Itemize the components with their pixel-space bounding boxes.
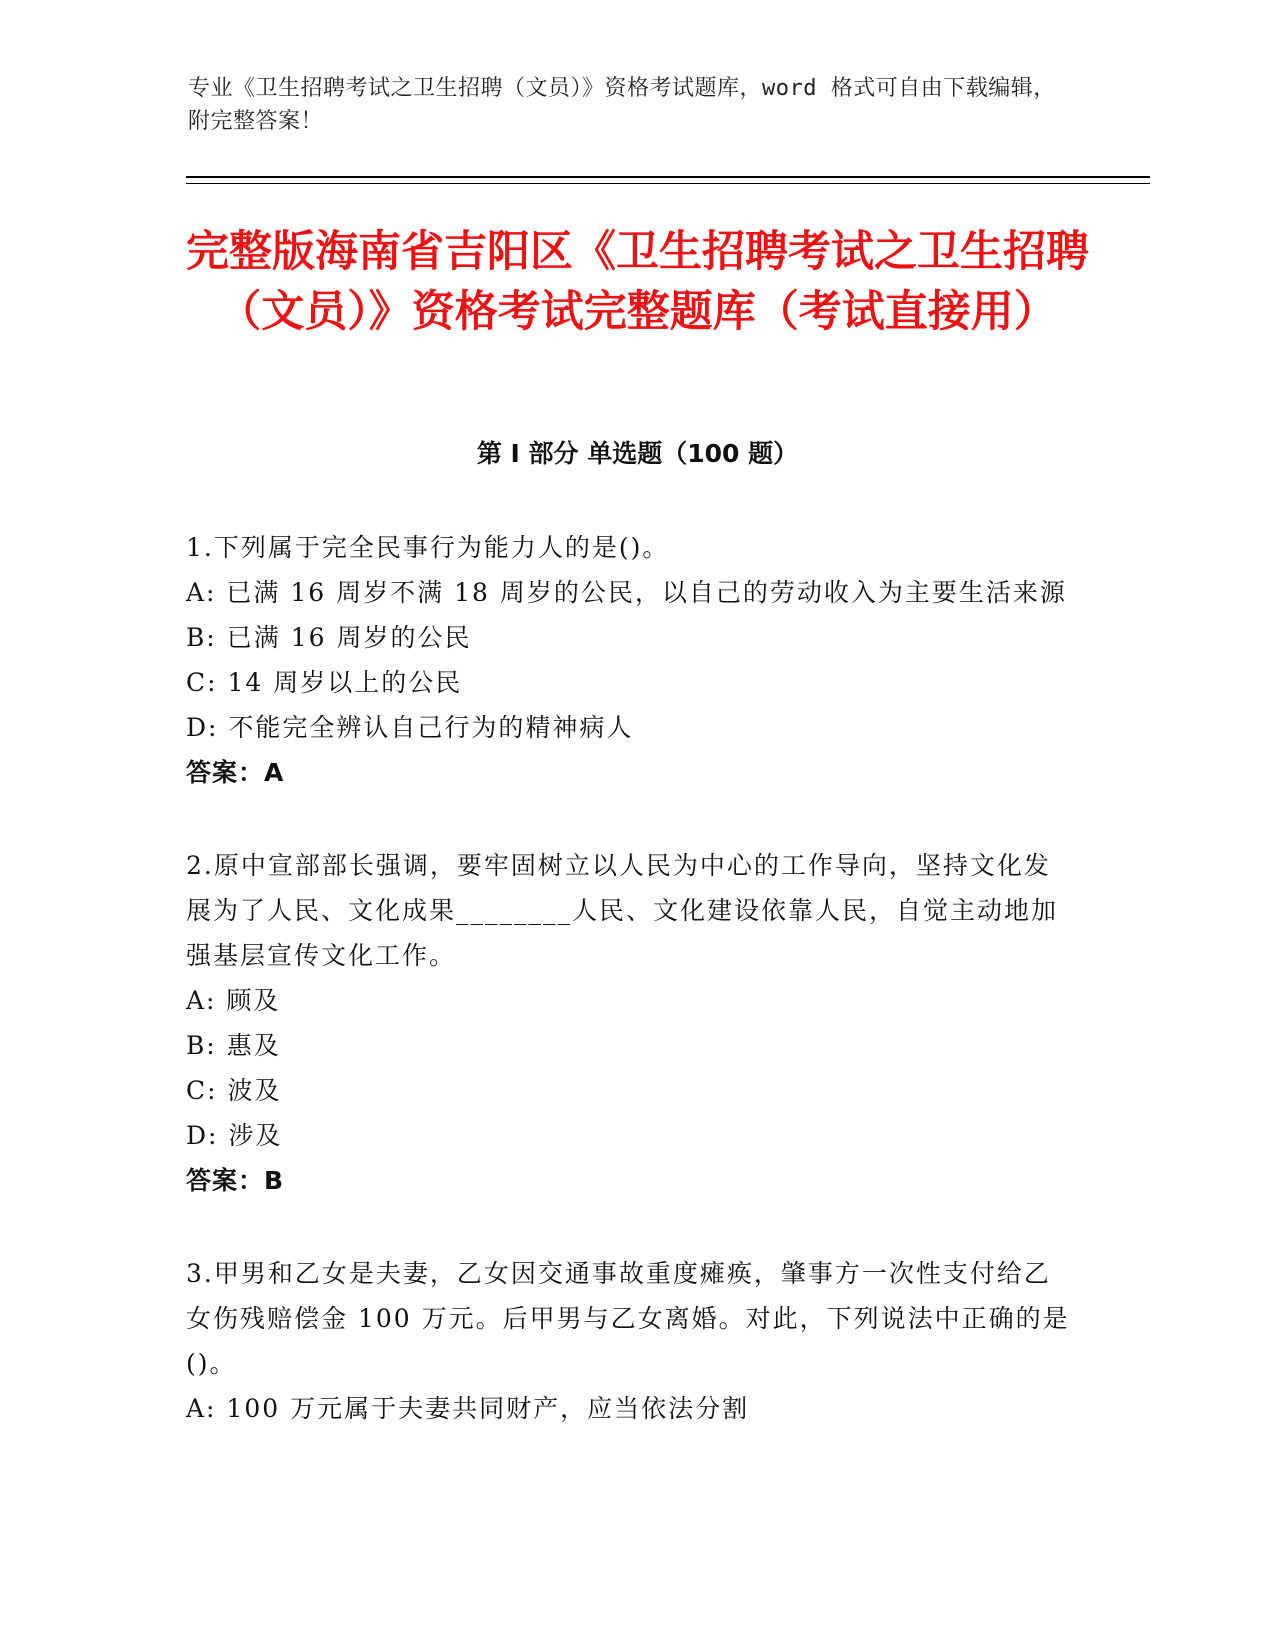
document-title: 完整版海南省吉阳区《卫生招聘考试之卫生招聘（文员）》资格考试完整题库（考试直接用） <box>186 227 1089 337</box>
question-2 <box>186 843 1076 1203</box>
question-1 <box>186 525 1076 795</box>
question-stem: 1.下列属于完全民事行为能力人的是()。 <box>186 533 670 562</box>
answer-value: A <box>264 758 285 787</box>
question-stem: 3.甲男和乙女是夫妻，乙女因交通事故重度瘫痪，肇事方一次性支付给乙女伤残赔偿金 100 万元。后甲男与乙女离婚。对此，下列说法中正确的是()。 <box>186 1259 1070 1378</box>
option-b: B: 惠及 <box>186 1031 281 1060</box>
section-title: 第 I 部分 单选题（100 题） <box>476 439 799 468</box>
question-3 <box>186 1251 1076 1431</box>
answer-line <box>186 1158 1076 1203</box>
option-a: A: 100 万元属于夫妻共同财产，应当依法分割 <box>186 1394 750 1423</box>
option-d: D: 不能完全辨认自己行为的精神病人 <box>186 713 634 742</box>
answer-value: B <box>264 1166 285 1195</box>
question-stem: 2.原中宣部部长强调，要牢固树立以人民为中心的工作导向，坚持文化发展为了人民、文化成果________人民、文化建设依靠人民，自觉主动地加强基层宣传文化工作。 <box>186 851 1059 970</box>
option-a: A: 顾及 <box>186 986 281 1015</box>
header-divider-thin <box>186 183 1150 184</box>
option-c: C: 波及 <box>186 1076 282 1105</box>
option-d: D: 涉及 <box>186 1121 283 1150</box>
answer-label: 答案： <box>186 1166 265 1195</box>
header-divider-thick <box>186 176 1150 178</box>
answer-label: 答案： <box>186 758 265 787</box>
question-list <box>186 525 1076 1479</box>
option-b: B: 已满 16 周岁的公民 <box>186 623 472 652</box>
header-note: 专业《卫生招聘考试之卫生招聘（文员）》资格考试题库，word 格式可自由下载编辑，附完整答案！ <box>188 76 1056 134</box>
answer-line <box>186 750 1076 795</box>
option-c: C: 14 周岁以上的公民 <box>186 668 463 697</box>
option-a: A: 已满 16 周岁不满 18 周岁的公民，以自己的劳动收入为主要生活来源 <box>186 578 1067 607</box>
